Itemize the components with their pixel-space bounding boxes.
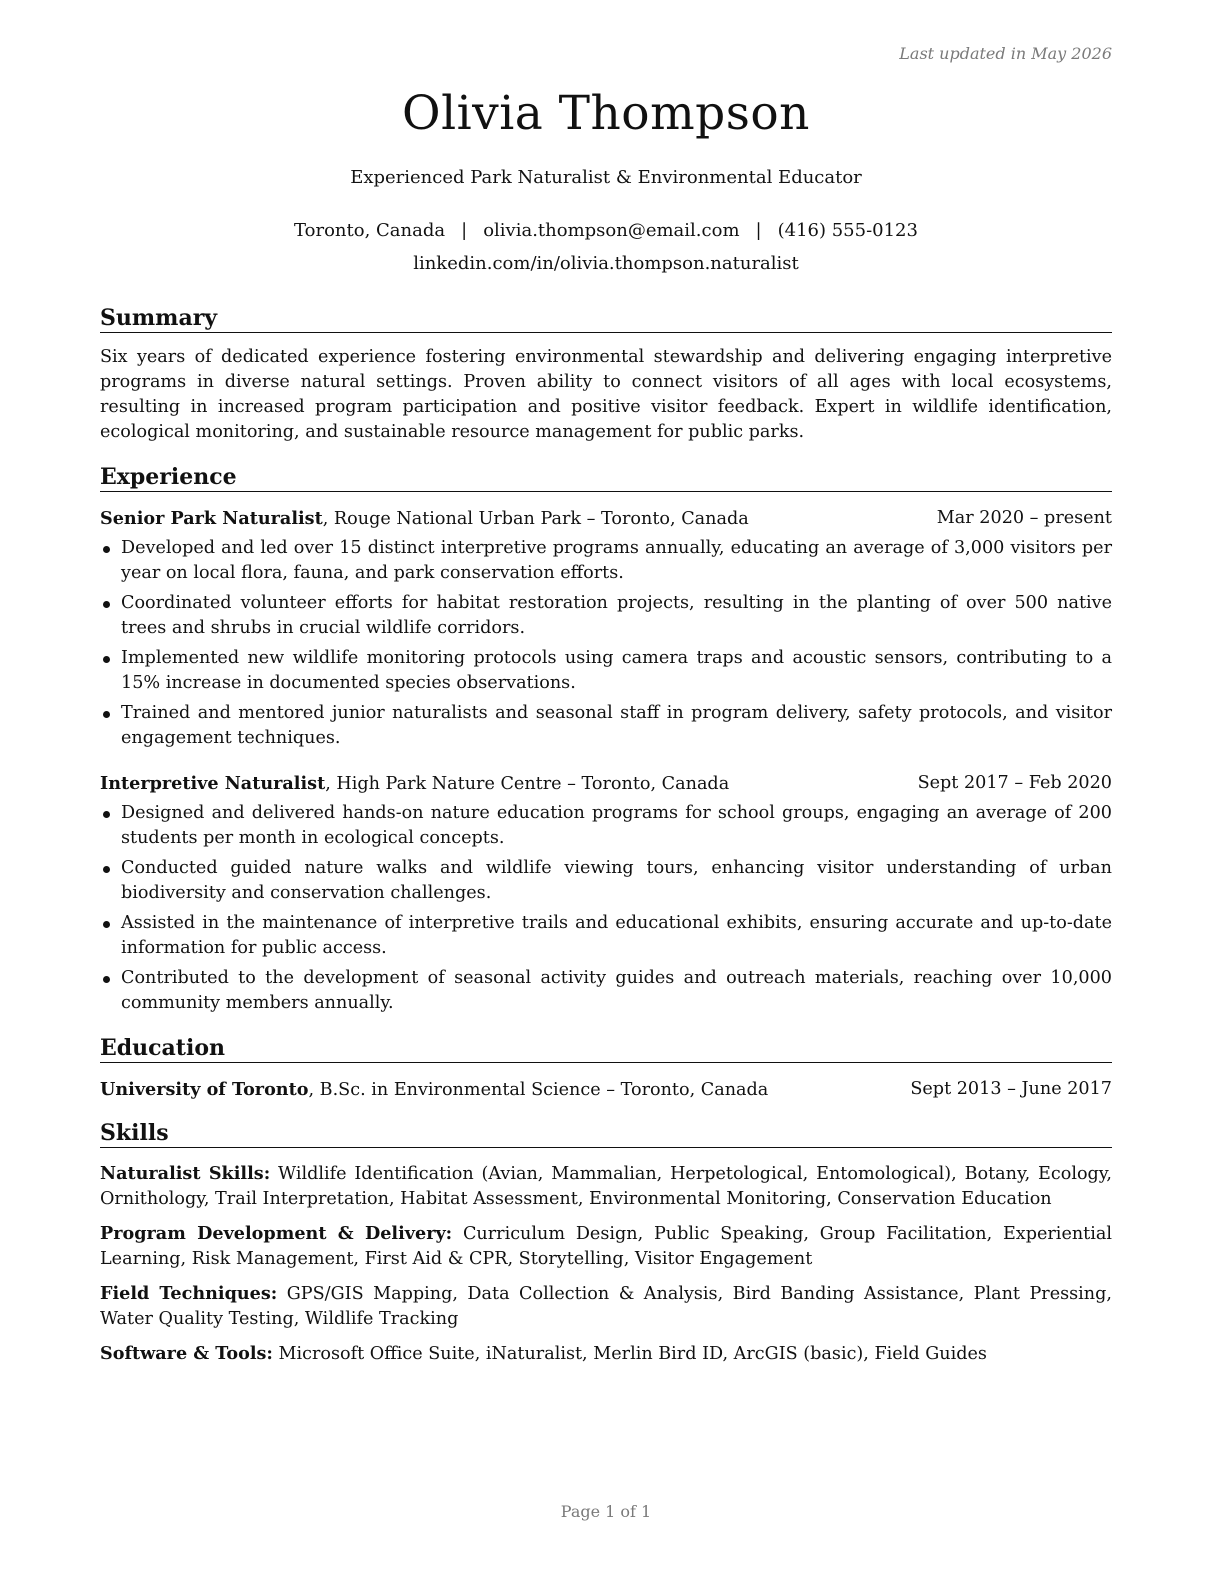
job-dates: Mar 2020 – present xyxy=(936,508,1112,528)
email-link[interactable]: olivia.thompson@email.com xyxy=(483,220,740,241)
education-entry xyxy=(100,1077,1112,1103)
job-dates: Sept 2017 – Feb 2020 xyxy=(917,773,1112,793)
job-org: , Rouge National Urban Park – Toronto, Canada xyxy=(322,509,749,529)
resume-page xyxy=(100,0,1112,1584)
skill-label: Naturalist Skills: xyxy=(100,1163,271,1184)
section-title: Experience xyxy=(100,464,1112,492)
skill-text: GPS/GIS Mapping, Data Collection & Analysis, Bird Banding Assistance, Plant Pressing, Water Quality Testing, Wildlife Tracking xyxy=(100,1284,1112,1329)
skills-section xyxy=(100,1120,1112,1367)
job-entry xyxy=(100,506,1112,751)
education-dates: Sept 2013 – June 2017 xyxy=(910,1079,1112,1099)
linkedin-link[interactable]: linkedin.com/in/olivia.thompson.naturalist xyxy=(413,253,799,274)
last-updated: Last updated in May 2026 xyxy=(899,44,1112,63)
bullet-item: Contributed to the development of seasonal activity guides and outreach materials, reaching over 10,000 community members annually. xyxy=(100,966,1112,1016)
skill-row xyxy=(100,1341,1112,1367)
job-header xyxy=(100,771,1112,797)
bullet-item: Implemented new wildlife monitoring protocols using camera traps and acoustic sensors, contributing to a 15% increase in documented species observations. xyxy=(100,646,1112,696)
job-org: , High Park Nature Centre – Toronto, Canada xyxy=(325,774,730,794)
job-role: Senior Park Naturalist xyxy=(100,508,323,529)
summary-text: Six years of dedicated experience fostering environmental stewardship and delivering engaging interpretive programs in diverse natural settings. Proven ability to connect visitors of all ages with local ecosystems, resulting in increased program participation and positive visitor feedback. Expert in wildlife identification, ecological monitoring, and sustainable resource management for public parks. xyxy=(100,347,1112,442)
skill-row xyxy=(100,1221,1112,1272)
location: Toronto, Canada xyxy=(294,220,446,241)
bullet-item: Coordinated volunteer efforts for habitat restoration projects, resulting in the planting of over 500 native trees and shrubs in crucial wildlife corridors. xyxy=(100,591,1112,641)
skill-row xyxy=(100,1161,1112,1212)
candidate-name: Olivia Thompson xyxy=(402,86,810,141)
section-title: Skills xyxy=(100,1120,1112,1148)
bullet-item: Trained and mentored junior naturalists and seasonal staff in program delivery, safety protocols, and visitor engagement techniques. xyxy=(100,701,1112,751)
job-title-line xyxy=(100,771,729,797)
contact-separator: | xyxy=(755,220,762,241)
experience-section xyxy=(100,464,1112,1021)
education-header xyxy=(100,1077,1112,1103)
page-number: Page 1 of 1 xyxy=(560,1502,652,1521)
job-entry xyxy=(100,771,1112,1016)
headline: Experienced Park Naturalist & Environmental Educator xyxy=(350,167,862,188)
phone: (416) 555-0123 xyxy=(777,220,918,241)
bullet-item: Assisted in the maintenance of interpretive trails and educational exhibits, ensuring accurate and up-to-date information for public access. xyxy=(100,911,1112,961)
skill-text: Wildlife Identification (Avian, Mammalian, Herpetological, Entomological), Botany, Ecology, Ornithology, Trail Interpretation, Habitat Assessment, Environmental Monitoring, Conservation Education xyxy=(100,1164,1113,1209)
contact-separator: | xyxy=(461,220,468,241)
degree: , B.Sc. in Environmental Science – Toronto, Canada xyxy=(308,1080,769,1100)
bullet-item: Designed and delivered hands-on nature education programs for school groups, engaging an average of 200 students per month in ecological concepts. xyxy=(100,801,1112,851)
skill-label: Field Techniques: xyxy=(100,1283,278,1304)
job-bullets xyxy=(100,801,1112,1016)
section-title: Education xyxy=(100,1035,1112,1063)
skill-text: Curriculum Design, Public Speaking, Group Facilitation, Experiential Learning, Risk Management, First Aid & CPR, Storytelling, Visitor Engagement xyxy=(100,1224,1112,1269)
job-title-line xyxy=(100,506,749,532)
job-role: Interpretive Naturalist xyxy=(100,773,326,794)
bullet-item: Developed and led over 15 distinct interpretive programs annually, educating an average of 3,000 visitors per year on local flora, fauna, and park conservation efforts. xyxy=(100,536,1112,586)
job-header xyxy=(100,506,1112,532)
skill-label: Software & Tools: xyxy=(100,1343,273,1364)
education-section xyxy=(100,1035,1112,1103)
job-bullets xyxy=(100,536,1112,751)
bullet-item: Conducted guided nature walks and wildlife viewing tours, enhancing visitor understanding of urban biodiversity and conservation challenges. xyxy=(100,856,1112,906)
contact-line xyxy=(100,220,1112,241)
section-title: Summary xyxy=(100,305,1112,333)
education-line xyxy=(100,1077,768,1103)
school-name: University of Toronto xyxy=(100,1079,309,1100)
skill-label: Program Development & Delivery: xyxy=(100,1223,453,1244)
skill-row xyxy=(100,1281,1112,1332)
skill-text: Microsoft Office Suite, iNaturalist, Merlin Bird ID, ArcGIS (basic), Field Guides xyxy=(272,1344,987,1364)
summary-section xyxy=(100,305,1112,445)
